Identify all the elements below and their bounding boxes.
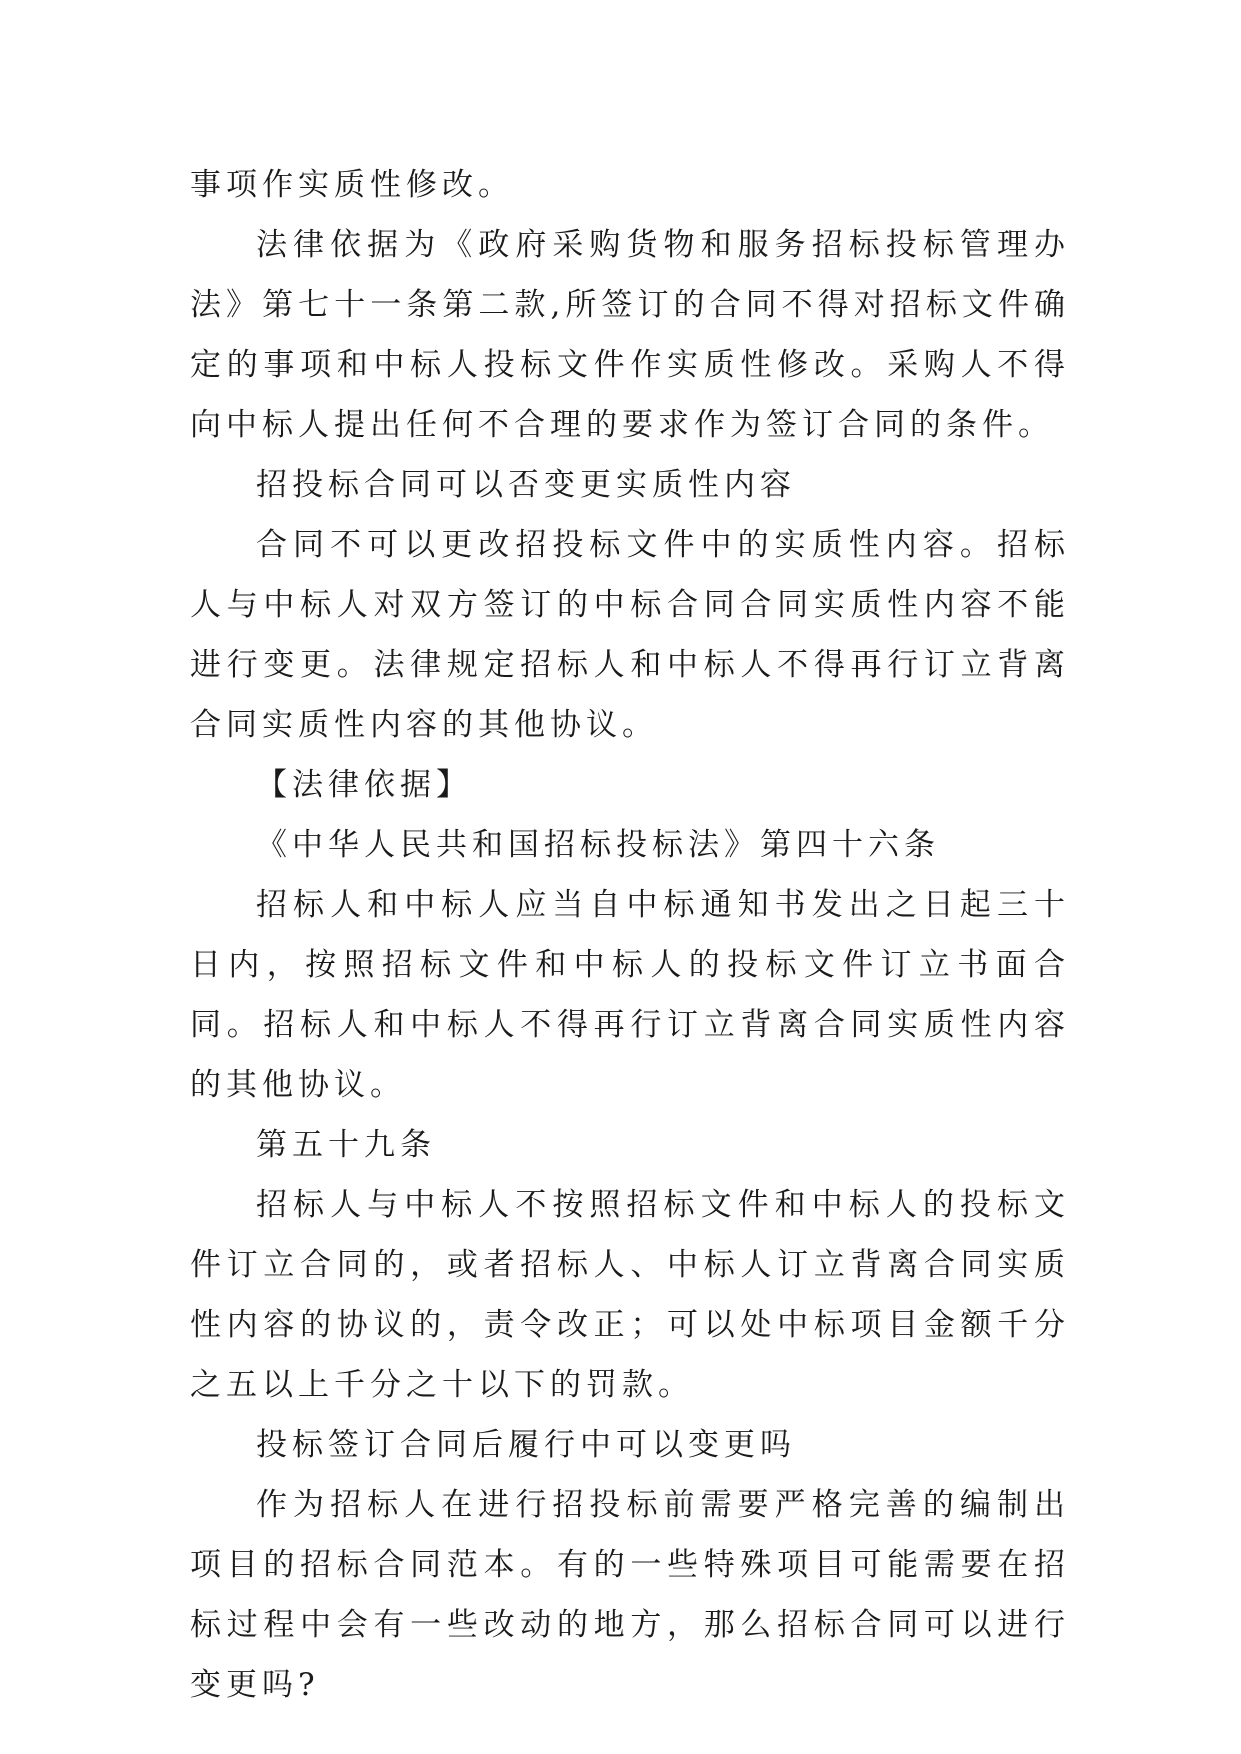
law-article-59-text: 招标人与中标人不按照招标文件和中标人的投标文件订立合同的，或者招标人、中标人订立背离合同实质性内容的协议的，责令改正；可以处中标项目金额千分之五以上千分之十以下的罚款。 xyxy=(190,1187,1070,1403)
paragraph-contract-template: 作为招标人在进行招投标前需要严格完善的编制出项目的招标合同范本。有的一些特殊项目可能需要在招标过程中会有一些改动的地方，那么招标合同可以进行变更吗? xyxy=(190,1487,1070,1703)
paragraph-continuation: 事项作实质性修改。 xyxy=(190,167,514,203)
paragraph-legal-basis-procurement: 法律依据为《政府采购货物和服务招标投标管理办法》第七十一条第二款,所签订的合同不得对招标文件确定的事项和中标人投标文件作实质性修改。采购人不得向中标人提出任何不合理的要求作为签订合同的条件。 xyxy=(190,227,1070,443)
legal-basis-heading: 【法律依据】 xyxy=(256,767,472,803)
section-heading-substantive-change: 招投标合同可以否变更实质性内容 xyxy=(256,467,796,503)
section-heading-change-after-signing: 投标签订合同后履行中可以变更吗 xyxy=(256,1427,796,1463)
document-page xyxy=(190,155,1070,1715)
paragraph-contract-no-change: 合同不可以更改招投标文件中的实质性内容。招标人与中标人对双方签订的中标合同合同实质性内容不能进行变更。法律规定招标人和中标人不得再行订立背离合同实质性内容的其他协议。 xyxy=(190,527,1070,743)
law-article-46-title: 《中华人民共和国招标投标法》第四十六条 xyxy=(256,827,940,863)
law-article-59-title: 第五十九条 xyxy=(256,1127,436,1163)
law-article-46-text: 招标人和中标人应当自中标通知书发出之日起三十日内，按照招标文件和中标人的投标文件订立书面合同。招标人和中标人不得再行订立背离合同实质性内容的其他协议。 xyxy=(190,887,1070,1103)
